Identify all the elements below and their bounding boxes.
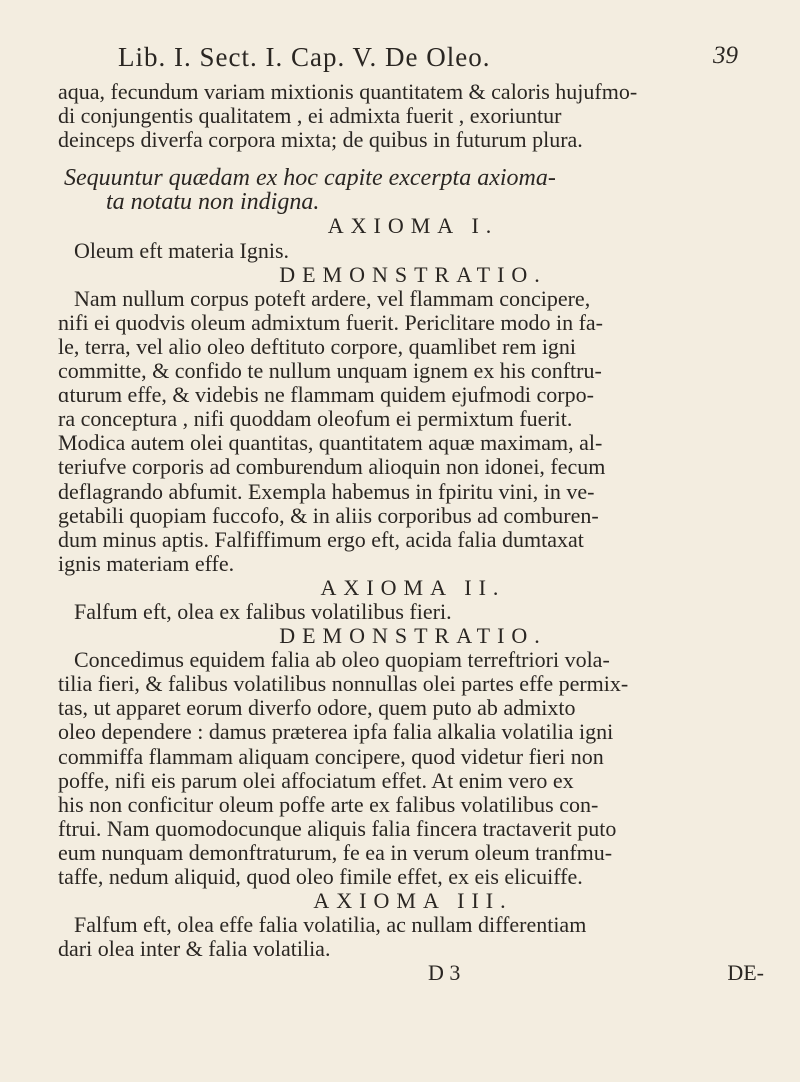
text-line: Falfum eft, olea ex falibus volatilibus fieri. [74, 599, 452, 624]
text-line: nifi ei quodvis oleum admixtum fuerit. Periclitare modo in fa- [58, 310, 603, 335]
paragraph-gap [58, 152, 768, 166]
text-line: tas, ut apparet eorum diverfo odore, quem puto ab admixto [58, 696, 576, 721]
section-heading: DEMONSTRATIO. [279, 624, 547, 649]
text-line: Modica autem olei quantitas, quantitatem aquæ maximam, al- [58, 431, 603, 456]
catchword: DE- [727, 961, 764, 986]
text-line: deinceps diverfa corpora mixta; de quibus in futurum plura. [58, 128, 583, 153]
text-line: committe, & confido te nullum unquam ignem ex his conftru- [58, 359, 602, 384]
signature-mark: D 3 [428, 961, 461, 986]
text-line: aqua, fecundum variam mixtionis quantitatem & caloris hujufmo- [58, 80, 638, 104]
text-line: Oleum eft materia Ignis. [74, 238, 290, 263]
section-heading: AXIOMA II. [320, 575, 506, 600]
text-line: commiffa flammam aliquam concipere, quod videtur fieri non [58, 744, 604, 769]
text-line: deflagrando abfumit. Exempla habemus in fpiritu vini, in ve- [58, 479, 595, 504]
section-heading: AXIOMA III. [313, 889, 513, 914]
text-line: di conjungentis qualitatem , ei admixta fuerit , exoriuntur [58, 104, 562, 129]
section-heading: AXIOMA I. [327, 214, 499, 239]
italic-caption-line: ta notatu non indigna. [106, 190, 320, 215]
text-line: oleo dependere : damus præterea ipfa falia alkalia volatilia igni [58, 720, 614, 745]
text-line: his non conficitur oleum poffe arte ex falibus volatilibus con- [58, 792, 599, 817]
page-footer [58, 961, 768, 985]
text-line: dum minus aptis. Falfiffimum ergo eft, acida falia dumtaxat [58, 527, 584, 552]
page-number: 39 [713, 42, 738, 69]
text-line: ɑturum effe, & videbis ne flammam quidem ejufmodi corpo- [58, 383, 594, 408]
text-line: taffe, nedum aliquid, quod oleo fimile effet, ex eis elicuiffe. [58, 865, 583, 889]
running-head: Lib. I. Sect. I. Cap. V. De Oleo. [118, 42, 491, 72]
text-line: Concedimus equidem falia ab oleo quopiam terreftriori vola- [74, 648, 610, 673]
text-line: ra conceptura , nifi quoddam oleofum ei permixtum fuerit. [58, 407, 573, 432]
text-line: teriufve corporis ad comburendum alioquin non idonei, fecum [58, 455, 606, 480]
text-line: Falfum eft, olea effe falia volatilia, ac nullam differentiam [74, 913, 587, 938]
text-line: tilia fieri, & falibus volatilibus nonnullas olei partes effe permix- [58, 672, 629, 697]
italic-caption-line: Sequuntur quædam ex hoc capite excerpta axioma- [64, 166, 556, 191]
text-line: Nam nullum corpus poteft ardere, vel flammam concipere, [74, 286, 591, 311]
text-line: ignis materiam effe. [58, 551, 235, 576]
text-line: dari olea inter & falia volatilia. [58, 937, 331, 962]
body-text [58, 80, 768, 985]
section-heading: DEMONSTRATIO. [279, 262, 547, 287]
text-line: poffe, nifi eis parum olei affociatum effet. At enim vero ex [58, 768, 574, 793]
text-line: getabili quopiam fuccofo, & in aliis corporibus ad comburen- [58, 503, 599, 528]
text-line: le, terra, vel alio oleo deftituto corpore, quamlibet rem igni [58, 334, 577, 359]
text-line: eum nunquam demonftraturum, fe ea in verum oleum tranfmu- [58, 840, 613, 865]
text-line: ftrui. Nam quomodocunque aliquis falia fincera tractaverit puto [58, 816, 617, 841]
page-header [118, 42, 738, 76]
